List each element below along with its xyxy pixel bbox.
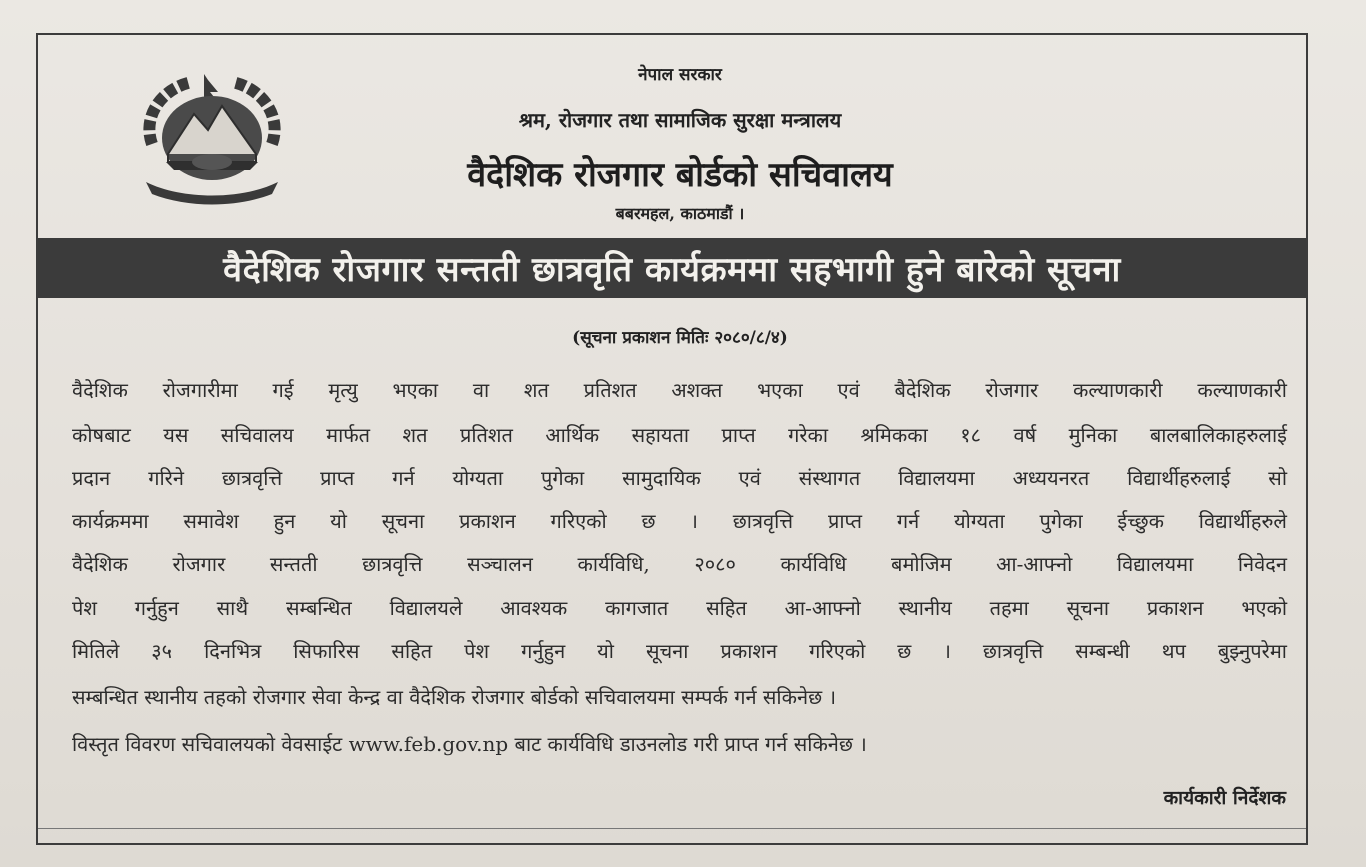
body-line: कार्यक्रममा समावेश हुन यो सूचना प्रकाशन गरिएको छ । छात्रवृत्ति प्राप्त गर्न योग्यता पुगेका ईच्छुक विद्यार्थीहरुले — [72, 509, 1287, 533]
signatory-title: कार्यकारी निर्देशक — [1163, 787, 1286, 809]
office-name: वैदेशिक रोजगार बोर्डको सचिवालय — [467, 155, 893, 195]
notice-title-band — [38, 238, 1306, 298]
body-line: पेश गर्नुहुन साथै सम्बन्धित विद्यालयले आवश्यक कागजात सहित आ-आफ्नो स्थानीय तहमा सूचना प्रकाशन भएको — [72, 596, 1287, 620]
body-line: वैदेशिक रोजगारीमा गई मृत्यु भएका वा शत प्रतिशत अशक्त भएका एवं बैदेशिक रोजगार कल्याणकारी कल्याणकारी — [72, 378, 1287, 402]
body-line: वैदेशिक रोजगार सन्तती छात्रवृत्ति सञ्चालन कार्यविधि, २०८० कार्यविधि बमोजिम आ-आफ्नो विद्यालयमा निवेदन — [72, 552, 1287, 576]
ministry-name: श्रम, रोजगार तथा सामाजिक सुरक्षा मन्त्रालय — [518, 108, 842, 132]
notice-title: वैदेशिक रोजगार सन्तती छात्रवृति कार्यक्रममा सहभागी हुने बारेको सूचना — [223, 250, 1121, 290]
bottom-divider — [38, 828, 1306, 829]
body-line: कोषबाट यस सचिवालय मार्फत शत प्रतिशत आर्थिक सहायता प्राप्त गरेका श्रमिकका १८ वर्ष मुनिका बालबालिकाहरुलाई — [72, 423, 1287, 447]
body-line: सम्बन्धित स्थानीय तहको रोजगार सेवा केन्द्र वा वैदेशिक रोजगार बोर्डको सचिवालयमा सम्पर्क गर्न सकिनेछ । — [72, 685, 837, 709]
body-line: विस्तृत विवरण सचिवालयको वेवसाईट www.feb.gov.np बाट कार्यविधि डाउनलोड गरी प्राप्त गर्न सकिनेछ । — [72, 732, 867, 756]
publication-date: (सूचना प्रकाशन मितिः २०८०/८/४) — [572, 328, 788, 348]
body-line: प्रदान गरिने छात्रवृत्ति प्राप्त गर्न योग्यता पुगेका सामुदायिक एवं संस्थागत विद्यालयमा अध्ययनरत विद्यार्थीहरुलाई सो — [72, 466, 1287, 490]
office-address: बबरमहल, काठमाडौं । — [615, 204, 745, 223]
government-label: नेपाल सरकार — [638, 65, 722, 85]
body-line: मितिले ३५ दिनभित्र सिफारिस सहित पेश गर्नुहुन यो सूचना प्रकाशन गरिएको छ । छात्रवृत्ति सम्बन्धी थप बुझ्नुपरेमा — [72, 639, 1287, 663]
nepal-government-emblem-icon — [132, 66, 292, 206]
